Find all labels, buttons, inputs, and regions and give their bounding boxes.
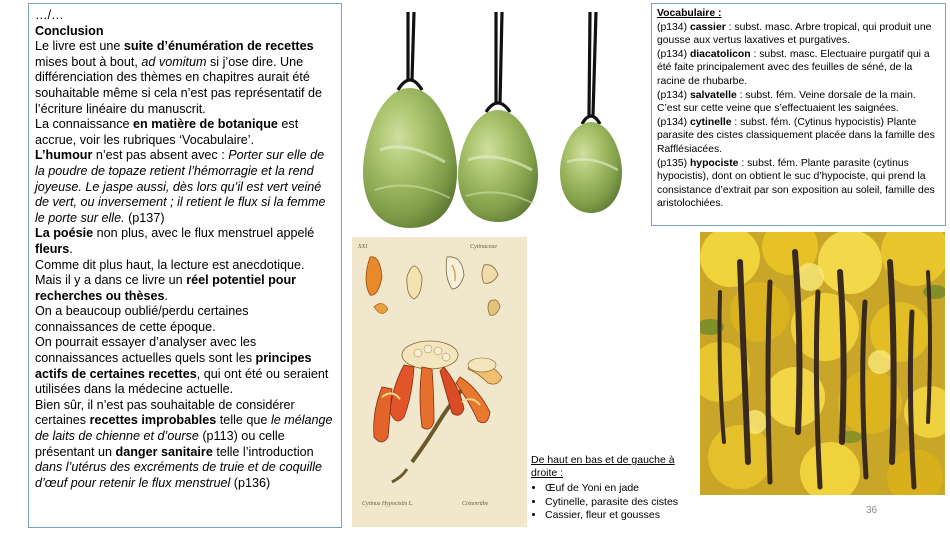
- cytinus-botanical-plate: [352, 237, 527, 527]
- vocab-entry-diacatolicon: (p134) diacatolicon : subst. masc. Electuaire purgatif qui a été faite principalement avec des feuilles de séné, de la racine de rhubarbe.: [657, 48, 930, 87]
- paragraph-7: On a beaucoup oublié/perdu certaines connaissances de cette époque.: [35, 304, 249, 334]
- paragraph-3: L’humour n’est pas absent avec : Porter sur elle de la poudre de topaze retient l’hémorragie et la rend joyeuse. Le jaspe aussi, dès lors qu’il est vert veiné de vert, ou inversement ; il retient le flux si la femme le porte sur elle. (p137): [35, 148, 326, 225]
- paragraph-4: La poésie non plus, avec le flux menstruel appelé fleurs.: [35, 226, 315, 256]
- vocab-entry-salvatelle: (p134) salvatelle : subst. fém. Veine dorsale de la main. C’est sur cette veine que s’effectuaient les saignées.: [657, 89, 916, 115]
- paragraph-1: Le livre est une suite d’énumération de recettes mises bout à bout, ad vomitum si j’ose dire. Une différenciation des thèmes en chapitres aurait été souhaitable même si cela n’est pas représentatif de l’écriture linéaire du manuscrit.: [35, 39, 323, 116]
- cassia-tree-photo: [700, 232, 945, 495]
- paragraph-9: Bien sûr, il n’est pas souhaitable de considérer certaines recettes improbables telle que le mélange de laits de chienne et d’ourse (p113) ou celle présentant un danger sanitaire telle l’introduction dans l’utérus des excréments de truie et de coquille d’œuf pour retenir le flux menstruel (p136): [35, 397, 333, 490]
- plate-family: Cytinaceae: [470, 244, 497, 250]
- vocab-entry-cytinelle: (p134) cytinelle : subst. fém. (Cytinus hypocistis) Plante parasite des cistes classiquement placée dans la famille des Rafflésiacées.: [657, 116, 935, 155]
- caption-item-cassier: • Cassier, fleur et gousses: [545, 509, 691, 522]
- caption-title: De haut en bas et de gauche à droite :: [531, 454, 675, 480]
- continuation-mark: …/…: [35, 8, 64, 22]
- image-caption: [531, 454, 691, 522]
- plate-common-name: Cistenrübe: [462, 501, 489, 507]
- jade-eggs-image: [350, 0, 640, 232]
- paragraph-2: La connaissance en matière de botanique est accrue, voir les rubriques ‘Vocabulaire’.: [35, 117, 299, 147]
- conclusion-text-box: [28, 3, 342, 528]
- vocab-entry-hypociste: (p135) hypociste : subst. fém. Plante parasite (cytinus hypocistis), dont on obtient le suc d’hypociste, qui prend la consistance d’extrait par son exposition au soleil, famille des aristolochiées.: [657, 157, 935, 210]
- paragraph-6: Mais il y a dans ce livre un réel potentiel pour recherches ou thèses.: [35, 273, 297, 303]
- plate-number: XXI: [358, 244, 368, 250]
- caption-item-jade-egg: • Œuf de Yoni en jade: [545, 482, 691, 495]
- conclusion-heading: Conclusion: [35, 23, 104, 38]
- vocabulary-title: Vocabulaire :: [657, 8, 722, 19]
- plate-species-label: Cytinus Hypocistis L.: [362, 501, 414, 507]
- page-number: 36: [866, 505, 878, 516]
- caption-item-cytinelle: • Cytinelle, parasite des cistes: [545, 496, 691, 509]
- caption-list: [531, 482, 691, 522]
- vocabulary-box: [651, 3, 946, 226]
- paragraph-8: On pourrait essayer d’analyser avec les connaissances actuelles quels sont les principes actifs de certaines recettes, qui ont été ou seraient utilisées dans la médecine actuelle.: [35, 335, 329, 397]
- vocab-entry-cassier: (p134) cassier : subst. masc. Arbre tropical, qui produit une gousse aux vertus laxatives et purgatives.: [657, 21, 932, 47]
- paragraph-5: Comme dit plus haut, la lecture est anecdotique.: [35, 257, 305, 272]
